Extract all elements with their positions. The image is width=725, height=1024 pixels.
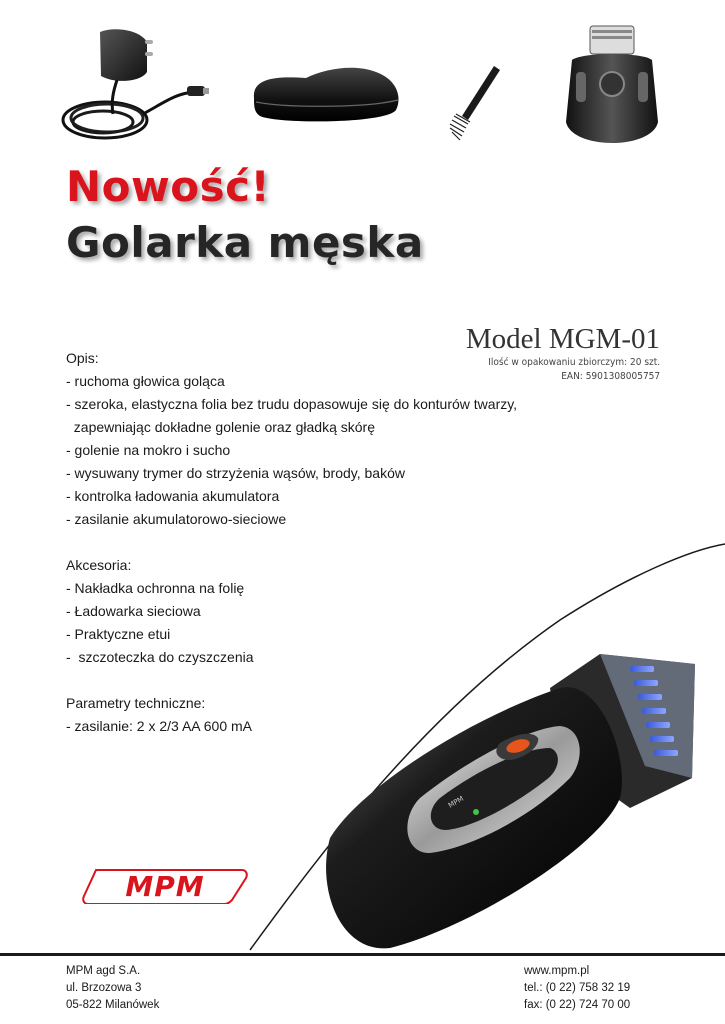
- feature-item: - golenie na mokro i sucho: [66, 442, 231, 458]
- fax-number: fax: (0 22) 724 70 00: [524, 999, 631, 1011]
- model-name: Model MGM-01: [465, 323, 660, 355]
- accessories-heading: Akcesoria:: [66, 557, 132, 573]
- feature-item: - szeroka, elastyczna folia bez trudu dopasowuje się do konturów twarzy,: [66, 396, 518, 412]
- headline-title: Golarka męska: [66, 218, 424, 267]
- accessory-item: - Ładowarka sieciowa: [66, 603, 201, 619]
- shaver-product-image: [300, 648, 710, 958]
- feature-item: - ruchoma głowica goląca: [66, 373, 225, 389]
- mpm-logo: [82, 866, 248, 904]
- phone-number: tel.: (0 22) 758 32 19: [524, 982, 631, 994]
- headline: [66, 160, 424, 272]
- company-city: 05-822 Milanówek: [66, 999, 160, 1011]
- footer-divider: [0, 953, 725, 956]
- travel-case-image: [246, 58, 406, 130]
- accessory-item: - szczoteczka do czyszczenia: [66, 649, 254, 665]
- model-quantity: Ilość w opakowaniu zbiorczym: 20 szt.: [488, 357, 660, 368]
- feature-item: - zasilanie akumulatorowo-sieciowe: [66, 511, 287, 527]
- company-name: MPM agd S.A.: [66, 965, 141, 977]
- accessory-item: - Praktyczne etui: [66, 626, 171, 642]
- website-link[interactable]: www.mpm.pl: [524, 965, 590, 977]
- shaver-head-image: [562, 22, 662, 160]
- cleaning-brush-image: [446, 62, 506, 146]
- specs-heading: Parametry techniczne:: [66, 695, 206, 711]
- accessory-item: - Nakładka ochronna na folię: [66, 580, 245, 596]
- charger-image: [55, 22, 215, 150]
- features-heading: Opis:: [66, 350, 99, 366]
- feature-item: - kontrolka ładowania akumulatora: [66, 488, 280, 504]
- headline-new: Nowość!: [66, 162, 271, 211]
- svg-text:MPM: MPM: [447, 794, 466, 810]
- svg-text:MPM: MPM: [125, 870, 205, 903]
- feature-item: zapewniając dokładne golenie oraz gładką skórę: [66, 419, 375, 435]
- model-ean: EAN: 5901308005757: [561, 371, 660, 382]
- footer-contact: [524, 963, 630, 1014]
- footer-address: [66, 963, 159, 1014]
- feature-item: - wysuwany trymer do strzyżenia wąsów, brody, baków: [66, 465, 405, 481]
- company-street: ul. Brzozowa 3: [66, 982, 142, 994]
- spec-item: - zasilanie: 2 x 2/3 AA 600 mA: [66, 718, 252, 734]
